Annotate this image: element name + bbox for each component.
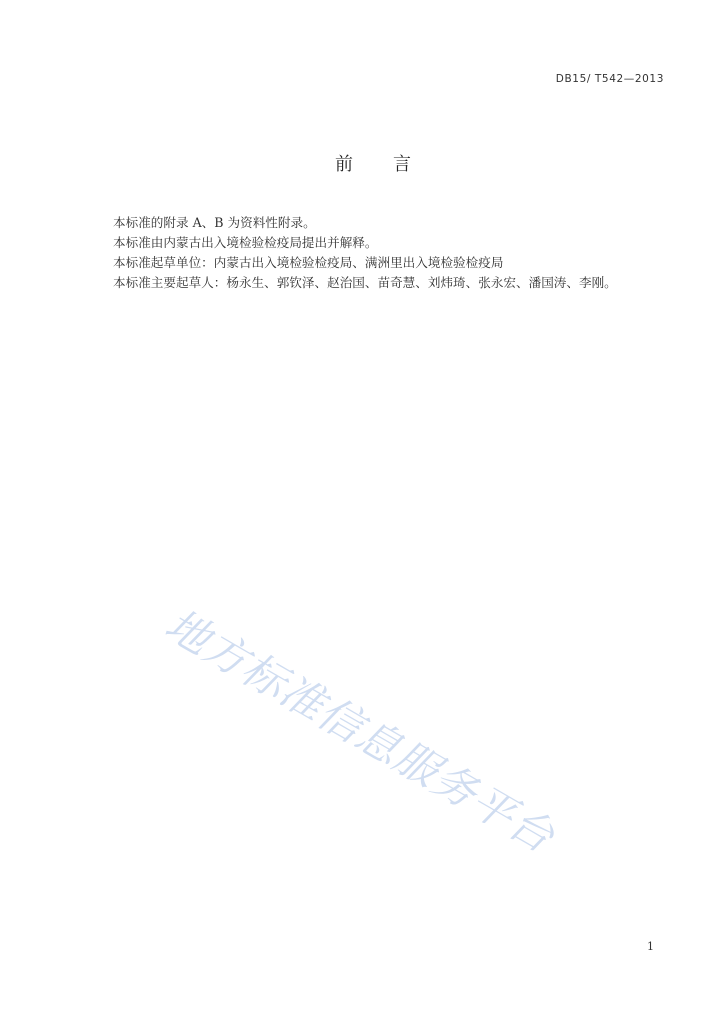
foreword-body — [113, 213, 673, 293]
foreword-line-drafting-units: 本标准起草单位：内蒙古出入境检验检疫局、满洲里出入境检验检疫局 — [113, 255, 504, 270]
foreword-line-drafters: 本标准主要起草人：杨永生、郭钦泽、赵治国、苗奇慧、刘炜琦、张永宏、潘国涛、李刚。 — [113, 275, 617, 290]
page-number: 1 — [647, 940, 654, 953]
page-title: 前言 — [335, 154, 451, 175]
standard-code: DB15/ T542—2013 — [555, 73, 664, 85]
foreword-line-appendix: 本标准的附录 A、B 为资料性附录。 — [113, 215, 316, 230]
watermark: 地方标准信息服务平台 — [156, 599, 563, 864]
foreword-line-proposer: 本标准由内蒙古出入境检验检疫局提出并解释。 — [113, 235, 378, 250]
